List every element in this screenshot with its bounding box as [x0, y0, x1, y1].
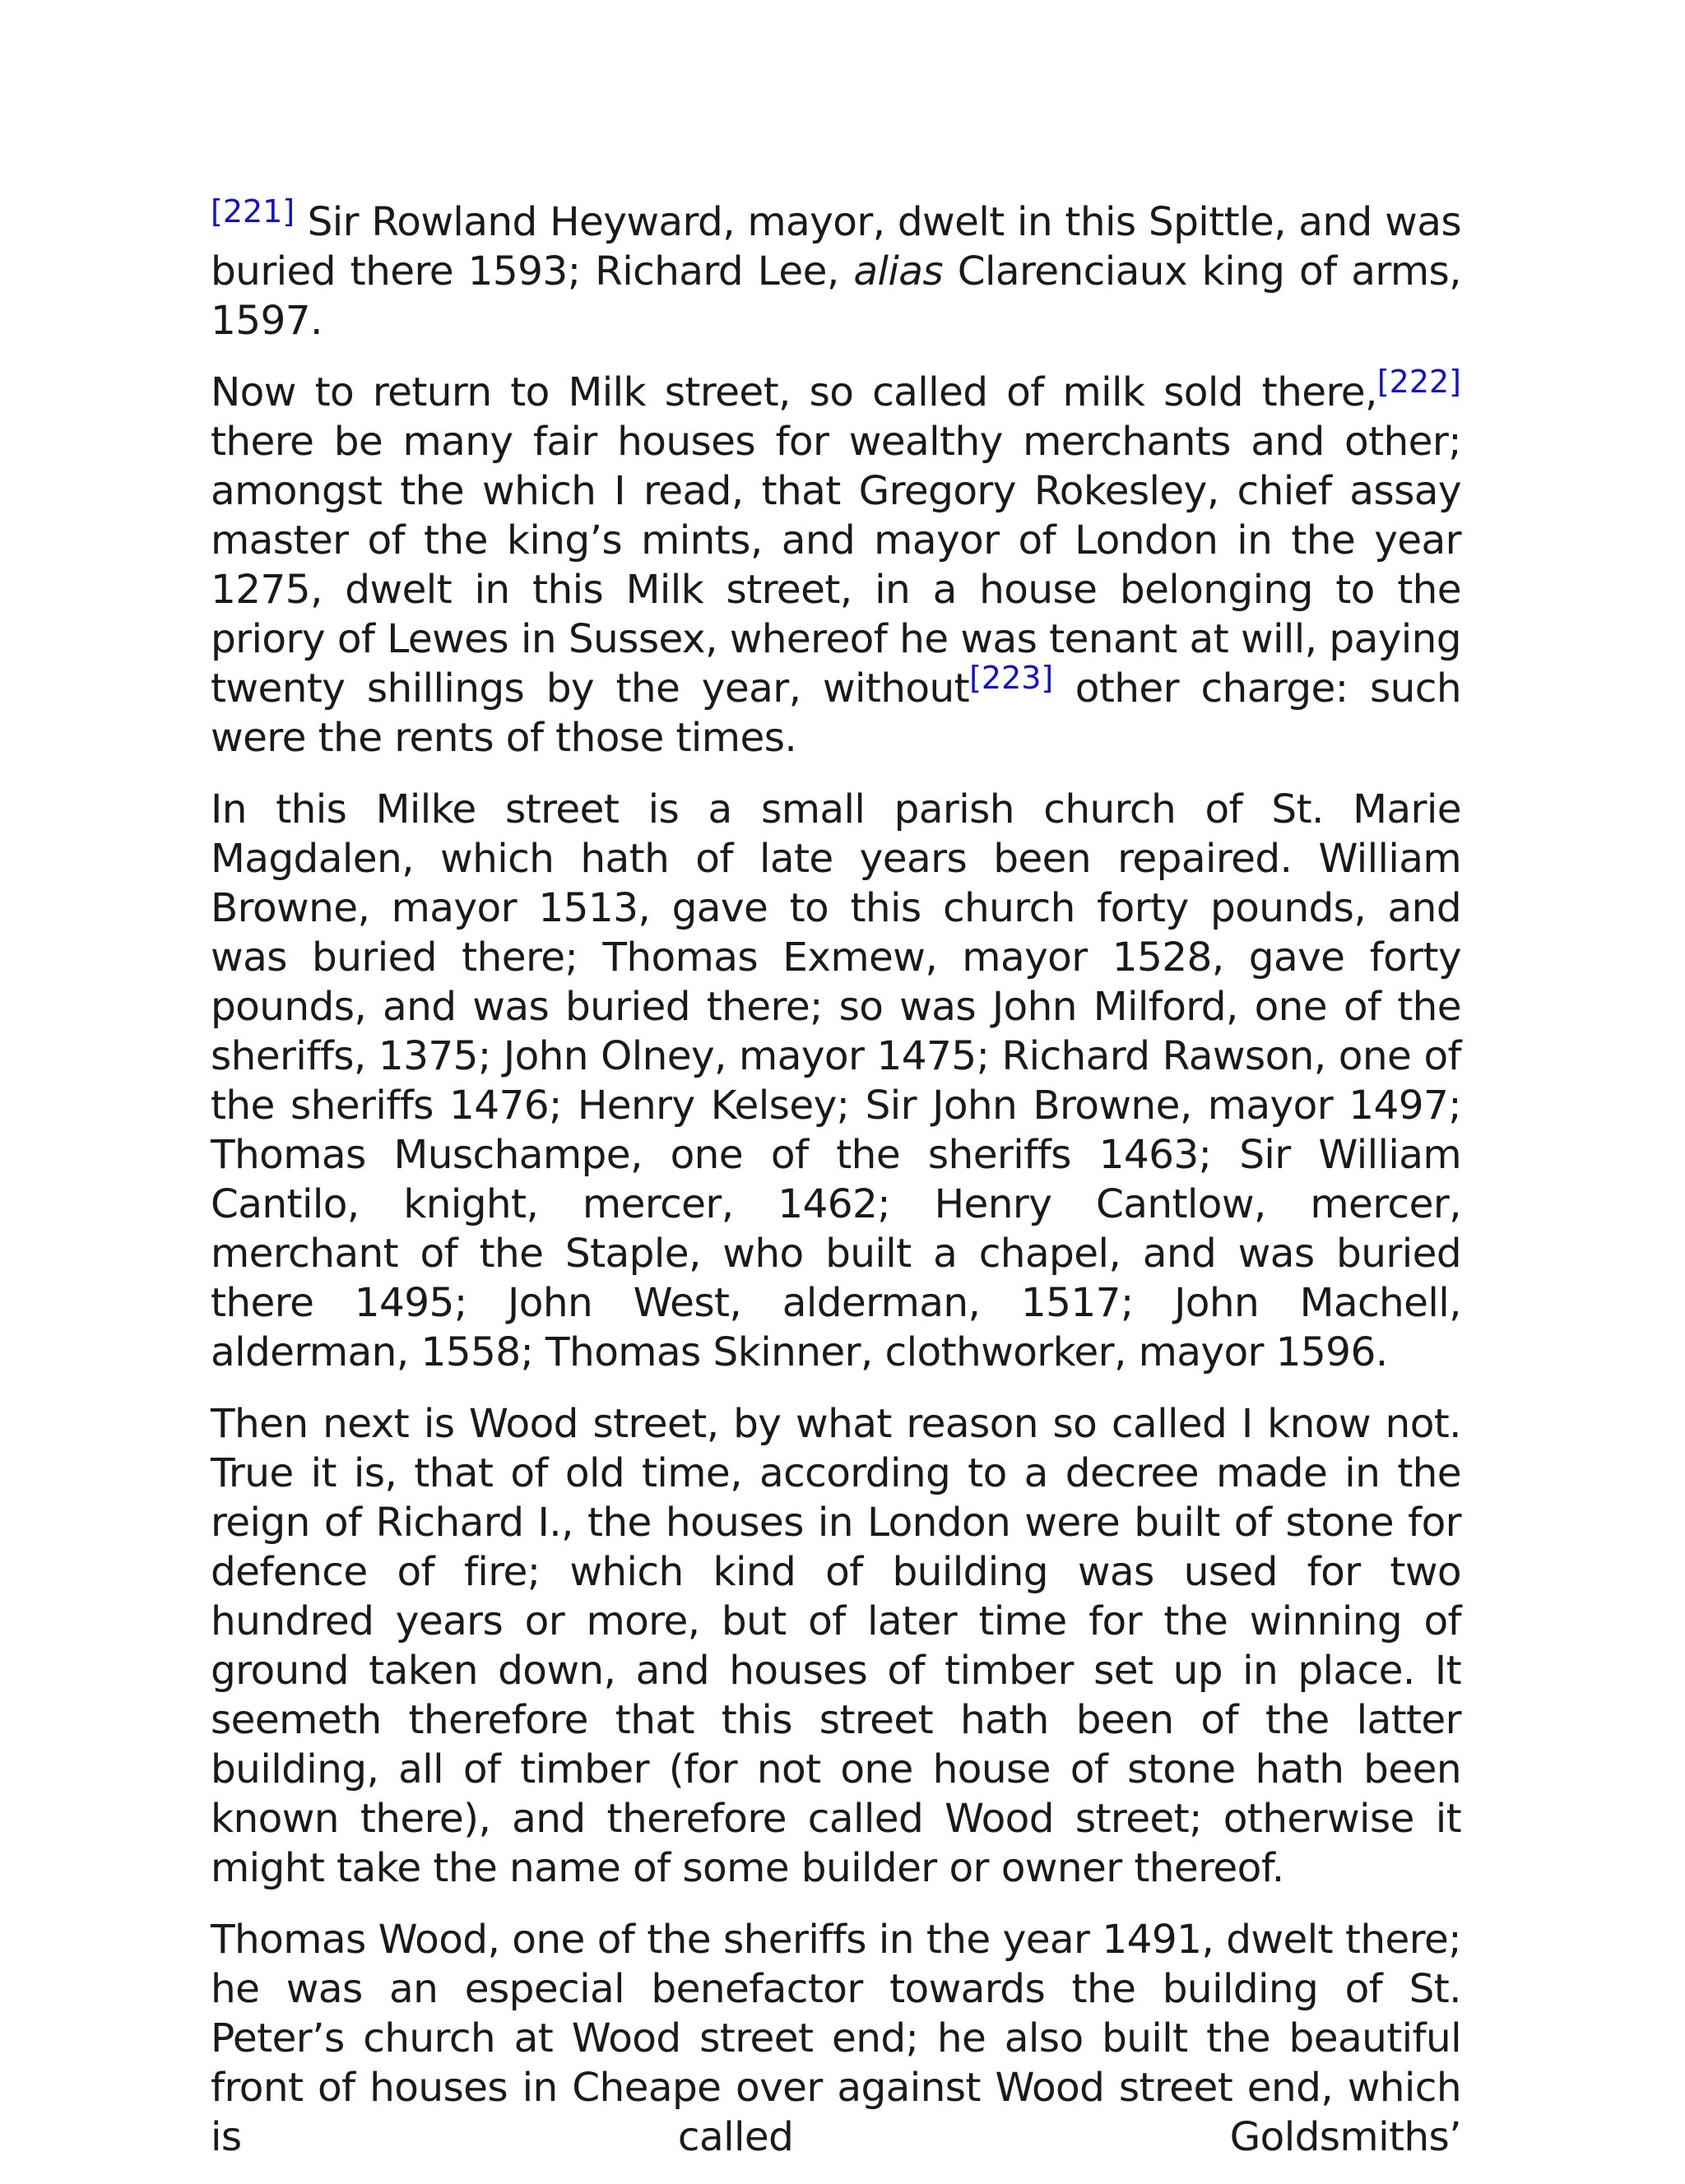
page-body [211, 193, 1461, 2184]
paragraph-footnote-221 [211, 193, 1461, 345]
paragraph-text: other charge: such were the rents of those times. [211, 665, 1461, 761]
footnote-link-222[interactable]: [222] [1376, 364, 1461, 400]
paragraph-text: Now to return to Milk street, so called of milk sold there, [211, 369, 1377, 415]
paragraph-text: Thomas Wood, one of the sheriffs in the year 1491, dwelt there; he was an especial benefactor towards the building of St. Peter’s church at Wood street end; he also built the beautiful front of houses in Cheape over against Wood street end, which is called Goldsmiths’ [211, 1917, 1461, 2160]
paragraph-text: Sir Rowland Heyward, mayor, dwelt in this Spittle, and was buried there 1593; Richard Lee, [211, 199, 1461, 294]
paragraph-text: there be many fair houses for wealthy merchants and other; amongst the which I read, that Gregory Rokesley, chief assay master of the king’s mints, and mayor of London in the year 1275, dwelt in this Milk street, in a house belonging to the priory of Lewes in Sussex, whereof he was tenant at will, paying twenty shillings by the year, without [211, 419, 1461, 712]
paragraph-milk-street [211, 364, 1461, 763]
paragraph-wood-street [211, 1399, 1461, 1893]
paragraph-text: In this Milke street is a small parish church of St. Marie Magdalen, which hath of late years been repaired. William Browne, mayor 1513, gave to this church forty pounds, and was buried there; Thomas Exmew, mayor 1528, gave forty pounds, and was buried there; so was John Milford, one of the sheriffs, 1375; John Olney, mayor 1475; Richard Rawson, one of the sheriffs 1476; Henry Kelsey; Sir John Browne, mayor 1497; Thomas Muschampe, one of the sheriffs 1463; Sir William Cantilo, knight, mercer, 1462; Henry Cantlow, mercer, merchant of the Staple, who built a chapel, and was buried there 1495; John West, alderman, 1517; John Machell, alderman, 1558; Thomas Skinner, clothworker, mayor 1596. [211, 786, 1461, 1375]
paragraph-text: Clarenciaux king of arms, 1597. [211, 248, 1461, 344]
footnote-link-223[interactable]: [223] [969, 660, 1054, 696]
paragraph-text: Then next is Wood street, by what reason so called I know not. True it is, that of old time, according to a decree made in the reign of Richard I., the houses in London were built of stone for defence of fire; which kind of building was used for two hundred years or more, but of later time for the winning of ground taken down, and houses of timber set up in place. It seemeth therefore that this street hath been of the latter building, all of timber (for not one house of stone hath been known there), and therefore called Wood street; otherwise it might take the name of some builder or owner thereof. [211, 1401, 1461, 1891]
paragraph-milke-street-church [211, 785, 1461, 1377]
italic-word: alias [853, 248, 944, 294]
paragraph-thomas-wood [211, 1915, 1461, 2162]
footnote-link-221[interactable]: [221] [211, 193, 295, 230]
